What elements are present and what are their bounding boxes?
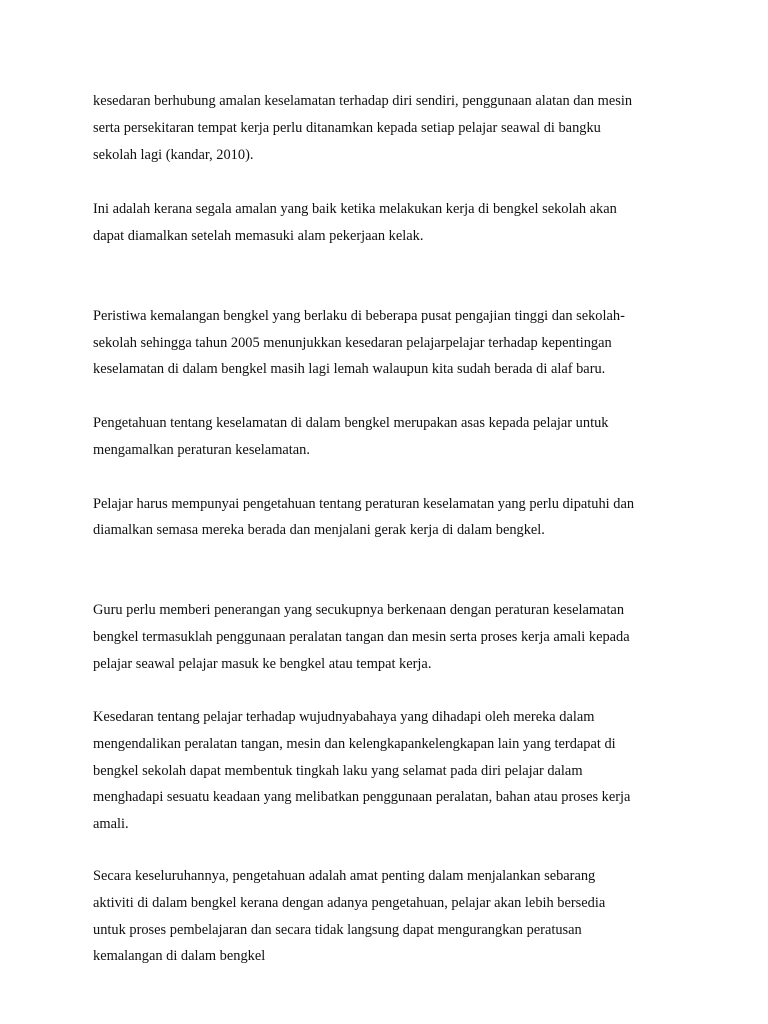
paragraph-3-line-1: Peristiwa kemalangan bengkel yang berlaku di beberapa pusat pengajian tinggi dan sekolah- <box>93 308 625 324</box>
paragraph-8-line-3: untuk proses pembelajaran dan secara tidak langsung dapat mengurangkan peratusan <box>93 922 582 938</box>
paragraph-7-line-3: bengkel sekolah dapat membentuk tingkah laku yang selamat pada diri pelajar dalam <box>93 763 583 779</box>
paragraph-5-line-2: diamalkan semasa mereka berada dan menjalani gerak kerja di dalam bengkel. <box>93 522 545 538</box>
paragraph-3-line-2: sekolah sehingga tahun 2005 menunjukkan kesedaran pelajarpelajar terhadap kepentingan <box>93 335 612 351</box>
paragraph-7-line-1: Kesedaran tentang pelajar terhadap wujudnyabahaya yang dihadapi oleh mereka dalam <box>93 709 595 725</box>
paragraph-6-line-2: bengkel termasuklah penggunaan peralatan tangan dan mesin serta proses kerja amali kepada <box>93 629 630 645</box>
paragraph-7-line-4: menghadapi sesuatu keadaan yang melibatkan penggunaan peralatan, bahan atau proses kerja <box>93 789 631 805</box>
paragraph-7-line-2: mengendalikan peralatan tangan, mesin dan kelengkapankelengkapan lain yang terdapat di <box>93 736 616 752</box>
paragraph-8-line-4: kemalangan di dalam bengkel <box>93 948 266 964</box>
paragraph-2-line-2: dapat diamalkan setelah memasuki alam pekerjaan kelak. <box>93 228 424 244</box>
paragraph-6-line-1: Guru perlu memberi penerangan yang secukupnya berkenaan dengan peraturan keselamatan <box>93 602 625 618</box>
paragraph-1-line-1: kesedaran berhubung amalan keselamatan terhadap diri sendiri, penggunaan alatan dan mesin <box>93 93 633 109</box>
paragraph-8-line-2: aktiviti di dalam bengkel kerana dengan adanya pengetahuan, pelajar akan lebih bersedia <box>93 895 606 911</box>
paragraph-5-line-1: Pelajar harus mempunyai pengetahuan tentang peraturan keselamatan yang perlu dipatuhi dan <box>93 496 635 512</box>
paragraph-4-line-1: Pengetahuan tentang keselamatan di dalam bengkel merupakan asas kepada pelajar untuk <box>93 415 609 431</box>
paragraph-6-line-3: pelajar seawal pelajar masuk ke bengkel atau tempat kerja. <box>93 656 432 672</box>
paragraph-3-line-3: keselamatan di dalam bengkel masih lagi lemah walaupun kita sudah berada di alaf baru. <box>93 361 606 377</box>
paragraph-4-line-2: mengamalkan peraturan keselamatan. <box>93 442 310 458</box>
paragraph-2-line-1: Ini adalah kerana segala amalan yang baik ketika melakukan kerja di bengkel sekolah akan <box>93 201 617 217</box>
paragraph-1-line-2: serta persekitaran tempat kerja perlu ditanamkan kepada setiap pelajar seawal di bangku <box>93 120 601 136</box>
paragraph-8-line-1: Secara keseluruhannya, pengetahuan adalah amat penting dalam menjalankan sebarang <box>93 868 596 884</box>
paragraph-1-line-3: sekolah lagi (kandar, 2010). <box>93 147 254 163</box>
paragraph-7-line-5: amali. <box>93 816 129 832</box>
